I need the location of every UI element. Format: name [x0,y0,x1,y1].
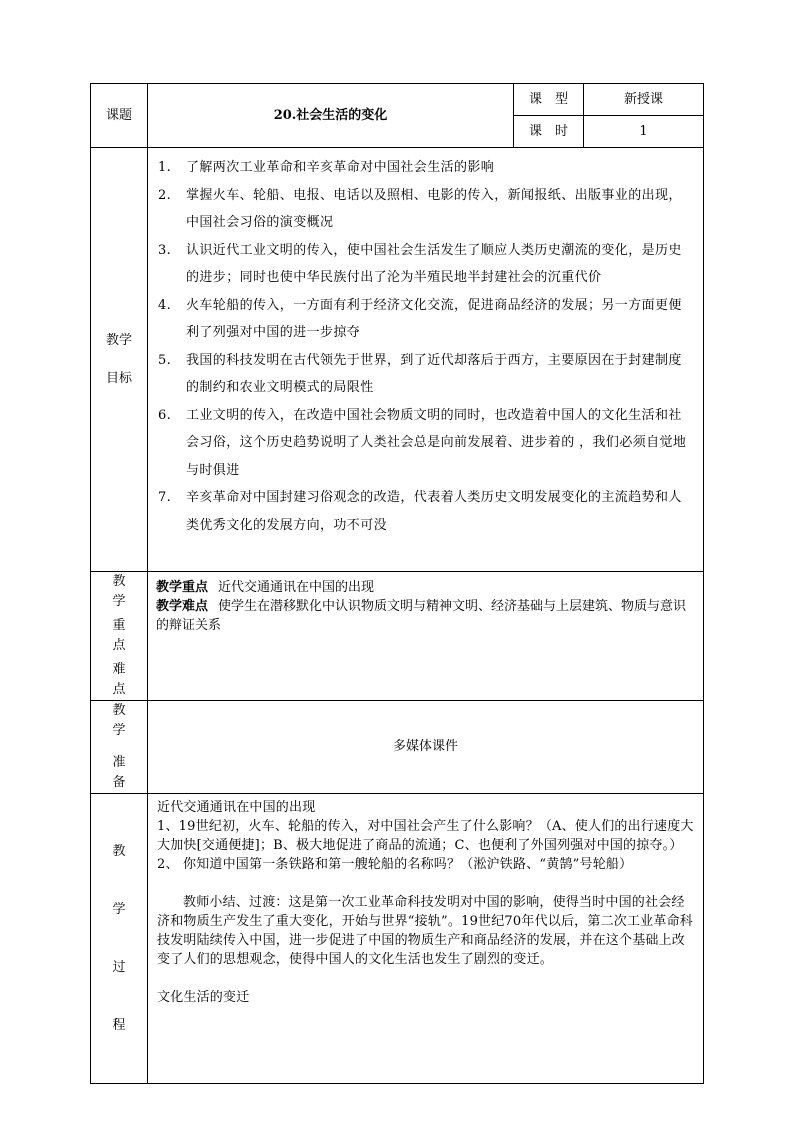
process-question-1: 1、19世纪初，火车、轮船的传入，对中国社会产生了什么影响？（A、使人们的出行速度大大加快[交通便捷]；B、极大地促进了商品的流通；C、也便利了外国列强对中国的掠夺。） [157,819,694,853]
goal-number: 7. [158,490,172,505]
preparation-text: 多媒体课件 [148,701,704,794]
goal-item [158,237,695,292]
preparation-row [91,701,704,794]
hours-value: 1 [584,116,704,148]
goals-row [91,148,704,572]
goal-item [158,402,695,485]
process-question-2: 2、 你知道中国第一条铁路和第一艘轮船的名称吗？（淞沪铁路、“黄鹄”号轮船） [157,857,633,872]
process-cell [148,794,704,1084]
header-row-1 [91,84,704,116]
topic-label: 课题 [91,84,148,148]
goals-cell [148,148,704,572]
goals-list [148,148,703,543]
keypoints-row [91,572,704,701]
process-row [91,794,704,1084]
goal-text: 火车轮船的传入，一方面有利于经济文化交流，促进商品经济的发展；另一方面更便利了列强对中国的进一步掠夺 [186,297,682,340]
goal-number: 1. [158,160,172,175]
type-value: 新授课 [584,84,704,116]
lesson-title: 20.社会生活的变化 [148,84,514,148]
goal-text: 工业文明的传入，在改造中国社会物质文明的同时，也改造着中国人的文化生活和社会习俗，这个历史趋势说明了人类社会总是向前发展着、进步着的 ，我们必须自觉地与时俱进 [186,407,687,478]
goal-number: 3. [158,242,172,258]
difficulty-line: 教学难点 使学生在潜移默化中认识物质文明与精神文明、经济基础与上层建筑、物质与意识的辩证关系 [156,599,687,633]
preparation-label: 教 学 准 备 [91,701,148,794]
keypoints-cell [148,572,704,701]
goal-item [158,154,695,182]
goal-number: 6. [158,407,172,423]
process-heading-2: 文化生活的变迁 [157,990,250,1005]
goal-text: 我国的科技发明在古代领先于世界，到了近代却落后于西方，主要原因在于封建制度的制约和农业文明模式的局限性 [186,352,682,395]
spacer [157,874,695,893]
goals-label: 教学 目标 [91,148,148,572]
goal-text: 掌握火车、轮船、电报、电话以及照相、电影的传入，新闻报纸、出版事业的出现，中国社会习俗的演变概况 [186,187,682,230]
process-heading-1: 近代交通通讯在中国的出现 [157,800,316,815]
goal-text: 辛亥革命对中国封建习俗观念的改造，代表着人类历史文明发展变化的主流趋势和人类优秀文化的发展方向，功不可没 [186,490,682,533]
focus-line: 教学重点 近代交通通讯在中国的出现 [156,580,375,595]
goal-number: 2. [158,187,172,203]
process-label: 教 学 过 程 [91,794,148,1084]
lesson-plan-table [90,83,704,1084]
goal-item [158,292,695,347]
goal-text: 认识近代工业文明的传入，使中国社会生活发生了顺应人类历史潮流的变化，是历史的进步；同时也使中华民族付出了沦为半殖民地半封建社会的沉重代价 [186,242,682,285]
type-label: 课 型 [514,84,584,116]
goal-item [158,347,695,402]
goal-text: 了解两次工业革命和辛亥革命对中国社会生活的影响 [186,160,495,175]
keypoints-label: 教 学 重 点 难 点 [91,572,148,701]
spacer [157,969,695,988]
goal-number: 5. [158,352,172,368]
hours-label: 课 时 [514,116,584,148]
goal-number: 4. [158,297,172,313]
goal-item [158,182,695,237]
goal-item [158,484,695,539]
process-summary: 教师小结、过渡：这是第一次工业革命科技发明对中国的影响，使得当时中国的社会经济和物质生产发生了重大变化，开始与世界“接轨”。19世纪70年代以后，第二次工业革命科技发明陆续传入中国，进一步促进了中国的物质生产和商品经济的发展，并在这个基础上改变了人们的思想观念，使得中国人的文化生活也发生了剧烈的变迁。 [157,895,693,967]
